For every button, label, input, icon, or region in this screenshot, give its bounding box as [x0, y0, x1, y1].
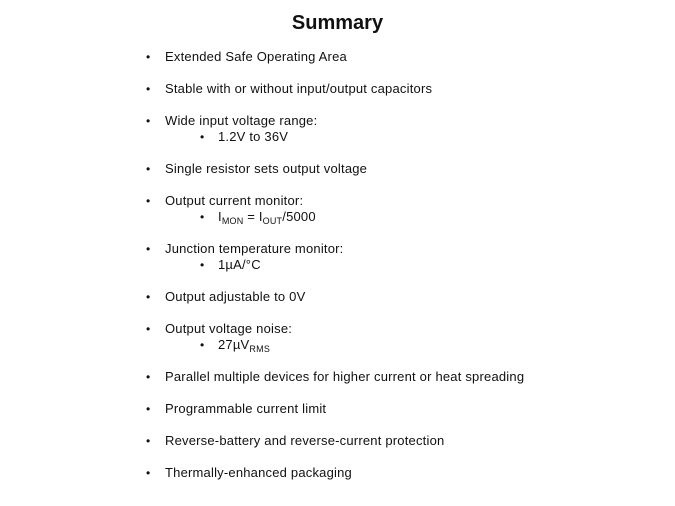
bullet-icon: • — [146, 402, 151, 416]
bullet-item — [146, 81, 666, 97]
bullet-icon: • — [146, 290, 151, 304]
bullet-text: Junction temperature monitor: — [165, 241, 344, 256]
bullet-icon: • — [146, 114, 151, 128]
sub-bullet-text: 1.2V to 36V — [218, 129, 289, 144]
bullet-item — [146, 465, 666, 481]
bullet-icon: • — [200, 130, 205, 144]
bullet-item — [146, 241, 666, 273]
bullet-icon: • — [200, 210, 205, 224]
sub-bullet — [200, 337, 666, 353]
bullet-item — [146, 49, 666, 65]
formula-iout-subscript: OUT — [262, 216, 283, 226]
sub-bullet-text: 1µA/°C — [218, 257, 261, 272]
formula-imon-subscript: MON — [221, 216, 244, 226]
bullet-icon: • — [200, 258, 205, 272]
bullet-text: Extended Safe Operating Area — [165, 49, 347, 64]
bullet-icon: • — [146, 322, 151, 336]
bullet-icon: • — [146, 466, 151, 480]
bullet-icon: • — [146, 162, 151, 176]
bullet-item — [146, 289, 666, 305]
bullet-icon: • — [146, 434, 151, 448]
bullet-text: Thermally-enhanced packaging — [165, 465, 352, 480]
bullet-text: Reverse-battery and reverse-current protection — [165, 433, 445, 448]
formula-ratio: /5000 — [282, 209, 316, 224]
summary-bullet-list — [146, 49, 666, 497]
noise-value-subscript: RMS — [249, 344, 271, 354]
noise-value-main: 27µV — [218, 337, 250, 352]
bullet-icon: • — [146, 370, 151, 384]
bullet-item — [146, 113, 666, 145]
bullet-text: Output adjustable to 0V — [165, 289, 306, 304]
bullet-text: Programmable current limit — [165, 401, 327, 416]
slide-title: Summary — [291, 12, 384, 34]
bullet-item — [146, 433, 666, 449]
formula-equals: = — [243, 209, 259, 224]
bullet-text: Wide input voltage range: — [165, 113, 318, 128]
bullet-item — [146, 193, 666, 225]
bullet-text: Parallel multiple devices for higher current or heat spreading — [165, 369, 525, 384]
bullet-text: Output voltage noise: — [165, 321, 293, 336]
bullet-text: Single resistor sets output voltage — [165, 161, 368, 176]
bullet-text: Stable with or without input/output capacitors — [165, 81, 433, 96]
bullet-item — [146, 401, 666, 417]
formula-iout-main: I — [258, 209, 263, 224]
sub-bullet — [200, 257, 666, 273]
sub-bullet — [200, 209, 666, 225]
bullet-icon: • — [146, 50, 151, 64]
bullet-text: Output current monitor: — [165, 193, 304, 208]
sub-bullet — [200, 129, 666, 145]
bullet-item — [146, 369, 666, 385]
formula-imon-main: I — [218, 209, 222, 224]
bullet-icon: • — [200, 338, 205, 352]
bullet-item — [146, 321, 666, 353]
bullet-item — [146, 161, 666, 177]
bullet-icon: • — [146, 242, 151, 256]
bullet-icon: • — [146, 194, 151, 208]
bullet-icon: • — [146, 82, 151, 96]
